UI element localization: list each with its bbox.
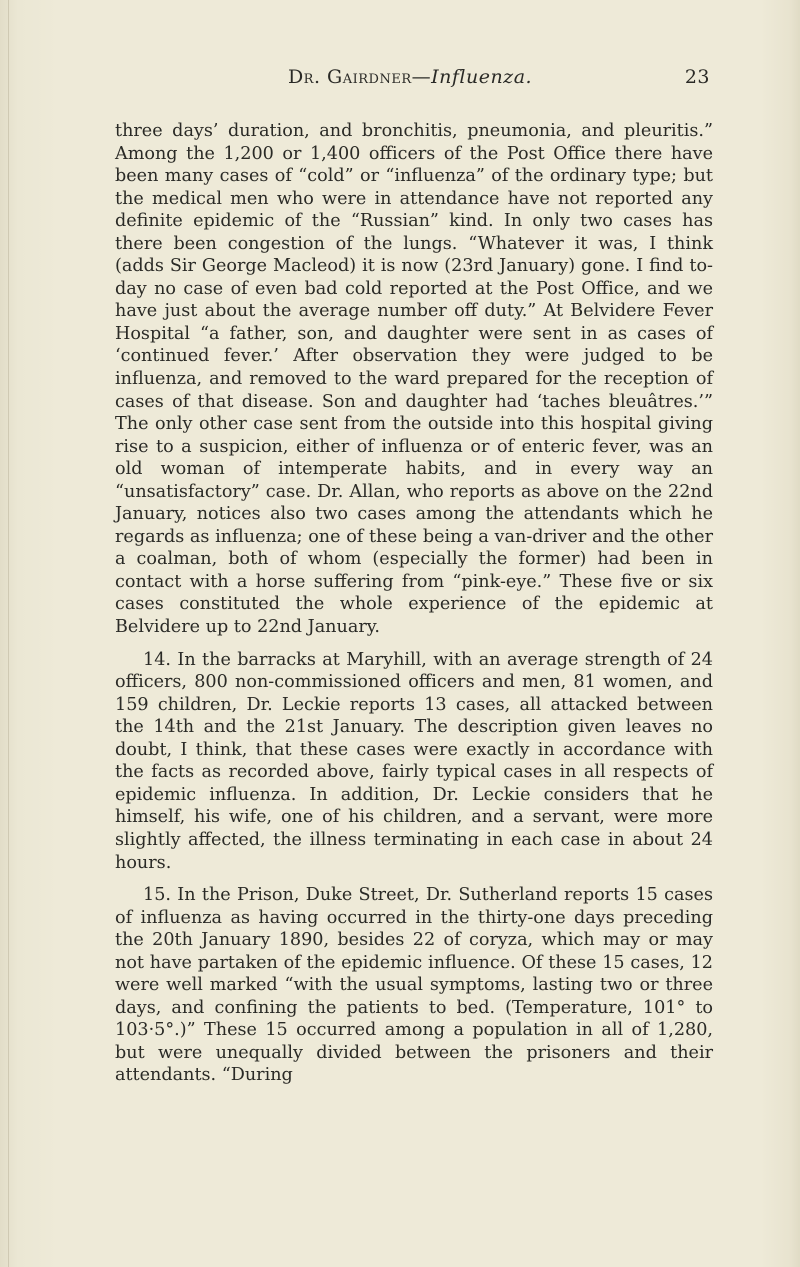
paragraph-continuation: three days’ duration, and bronchitis, pneumonia, and pleuritis.” Among the 1,200 or 1,400 officers of the Post Office there have been many cases of “cold” or “influenza” of the ordinary type; but the medical men who were in attendance have not reported any definite epidemic of the “Russian” kind. In only two cases has there been congestion of the lungs. “Whatever it was, I think (adds Sir George Macleod) it is now (23rd January) gone. I find to-day no case of even bad cold reported at the Post Office, and we have just about the average number off duty.” At Belvidere Fever Hospital “a father, son, and daughter were sent in as cases of ‘continued fever.’ After observation they were judged to be influenza, and removed to the ward prepared for the reception of cases of that disease. Son and daughter had ‘taches bleuâtres.’” The only other case sent from the outside into this hospital giving rise to a suspicion, either of influenza or of enteric fever, was an old woman of intemperate habits, and in every way an “unsatisfactory” case. Dr. Allan, who reports as above on the 22nd January, notices also two cases among the attendants which he regards as influenza; one of these being a van-driver and the other a coalman, both of whom (especially the former) had been in contact with a horse suffering from “pink-eye.” These five or six cases constituted the whole experience of the epidemic at Belvidere up to 22nd January. bbox=[115, 121, 713, 638]
running-head bbox=[110, 66, 710, 88]
running-head-separator: — bbox=[411, 66, 432, 88]
page-header bbox=[110, 66, 710, 96]
running-head-author: Dr. Gairdner bbox=[287, 66, 412, 88]
page-edge-line bbox=[8, 0, 9, 1267]
running-head-title: Influenza. bbox=[431, 66, 533, 88]
paragraph-15: 15. In the Prison, Duke Street, Dr. Sutherland reports 15 cases of influenza as having occurred in the thirty-one days preceding the 20th January 1890, besides 22 of coryza, which may or may not have partaken of the epidemic influence. Of these 15 cases, 12 were well marked “with the usual symptoms, lasting two or three days, and confining the patients to bed. (Temperature, 101° to 103·5°.)” These 15 occurred among a population in all of 1,280, but were unequally divided between the prisoners and their attendants. “During bbox=[115, 885, 713, 1086]
body-text bbox=[115, 120, 713, 1087]
paragraph-14: 14. In the barracks at Maryhill, with an average strength of 24 officers, 800 non-commissioned officers and men, 81 women, and 159 children, Dr. Leckie reports 13 cases, all attacked between the 14th and the 21st January. The description given leaves no doubt, I think, that these cases were exactly in accordance with the facts as recorded above, fairly typical cases in all respects of epidemic influenza. In addition, Dr. Leckie considers that he himself, his wife, one of his children, and a servant, were more slightly affected, the illness terminating in each case in about 24 hours. bbox=[115, 649, 713, 873]
page-number: 23 bbox=[684, 66, 710, 88]
